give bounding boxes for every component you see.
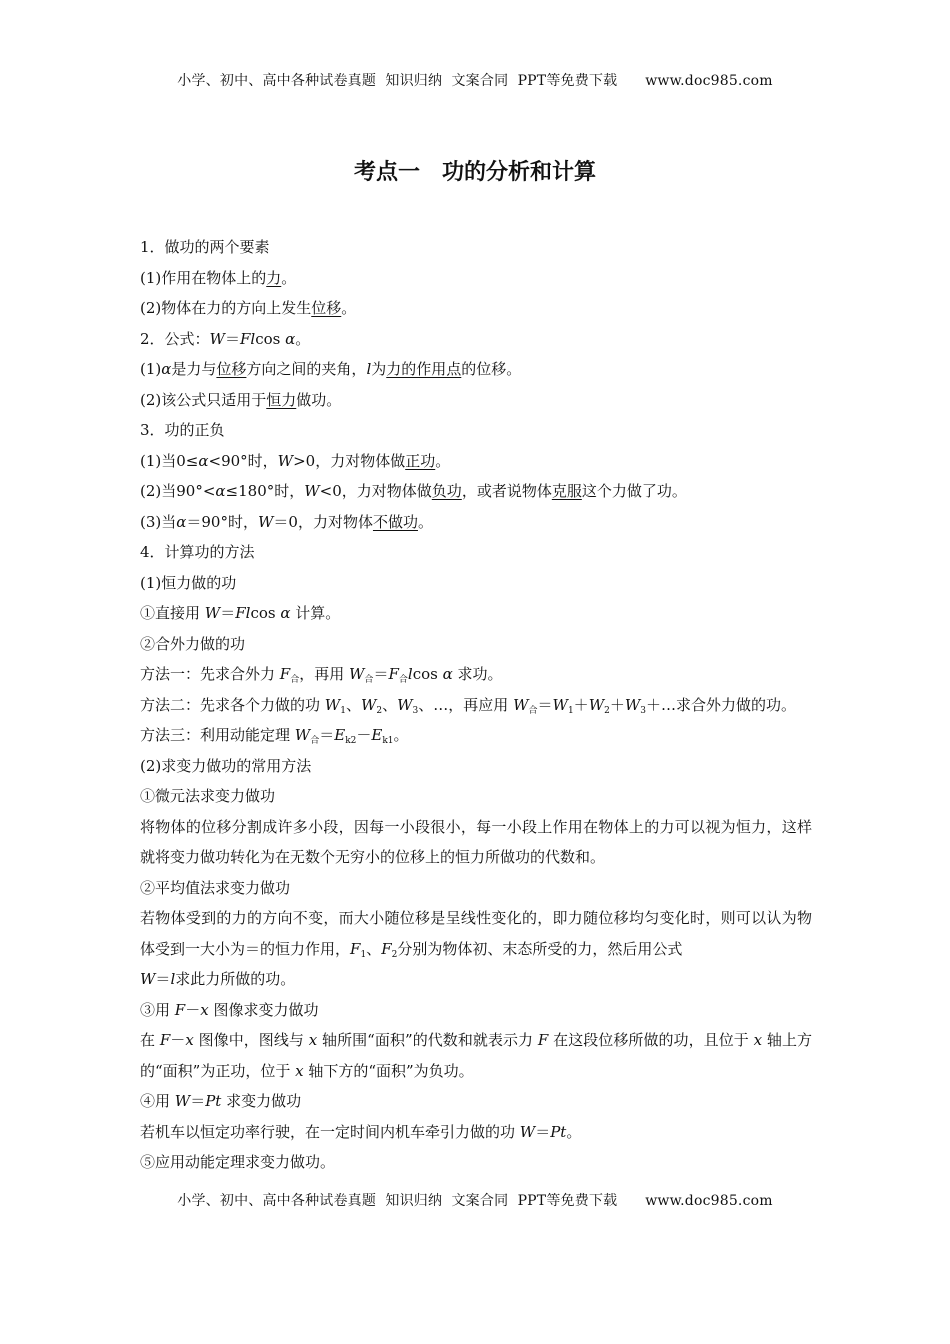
paragraph-line: (2)当90°<α≤180°时，W<0，力对物体做负功，或者说物体克服这个力做了功。 (140, 482, 687, 500)
paragraph-line: 方法一：先求合外力 $F_合$，再用 $W_合=F_合lcos$ α 求功。 (140, 665, 503, 685)
key-term: 负功 (431, 482, 462, 500)
paragraph-line: (1)当0≤α<90°时，W>0，力对物体做正功。 (140, 451, 451, 470)
section-4-heading: 4．计算功的方法 (140, 543, 255, 561)
key-term: 不做功 (372, 512, 418, 531)
subsection-heading: (1)恒力做的功 (140, 573, 237, 592)
section-2-heading: 2．公式：W＝Flcos α。 (140, 329, 311, 348)
method-title: ①微元法求变力做功 (140, 787, 276, 805)
key-term: 克服 (551, 482, 582, 500)
paragraph-line: (3)当α＝90°时，W＝0，力对物体不做功。 (140, 512, 433, 531)
key-term: 力 (266, 268, 282, 287)
method-title: ⑤应用动能定理求变力做功。 (140, 1153, 336, 1171)
paragraph-line: ②合外力做的功 (140, 634, 246, 653)
paragraph-line: ①直接用 W＝Flcos α 计算。 (140, 604, 341, 622)
paragraph-line: (2)该公式只适用于恒力做功。 (140, 390, 342, 409)
paragraph-line: (1)作用在物体上的力。 (140, 268, 297, 287)
key-term: 位移 (216, 360, 247, 378)
paragraph-text: 若机车以恒定功率行驶，在一定时间内机车牵引力做的功 W＝Pt。 (140, 1122, 582, 1141)
page-header: 小学、初中、高中各种试卷真题 知识归纳 文案合同 PPT等免费下载 www.doc985.com (177, 73, 773, 89)
section-3-heading: 3．功的正负 (140, 421, 225, 439)
page-title: 考点一 功的分析和计算 (353, 160, 596, 185)
method-title: ④用 W＝Pt 求变力做功 (140, 1092, 302, 1110)
section-1-heading: 1．做功的两个要素 (140, 238, 270, 256)
paragraph-line: (1)α是力与位移方向之间的夹角，l为力的作用点的位移。 (140, 360, 522, 378)
paragraph-line: 方法二：先求各个力做的功 $W_1$、$W_2$、$W_3$、…，再应用 $W_合=W_1+W_2+W_3+\dots$求合外力做的功。 (140, 695, 797, 716)
method-title: ②平均值法求变力做功 (140, 878, 291, 897)
paragraph-line: (2)物体在力的方向上发生位移。 (140, 299, 357, 317)
paragraph-text: 将物体的位移分割成许多小段，因每一小段很小，每一小段上作用在物体上的力可以视为恒力，这样就将变力做功转化为在无数个无穷小的位移上的恒力所做功的代数和。 (140, 817, 812, 866)
key-term: 位移 (311, 299, 342, 317)
key-term: 恒力 (266, 390, 297, 409)
key-term: 力的作用点 (386, 360, 462, 378)
key-term: 正功 (405, 451, 436, 470)
page-footer: 小学、初中、高中各种试卷真题 知识归纳 文案合同 PPT等免费下载 www.doc985.com (177, 1193, 773, 1209)
subsection-heading: (2)求变力做功的常用方法 (140, 756, 312, 775)
paragraph-text: 若物体受到的力的方向不变，而大小随位移是呈线性变化的，即力随位移均匀变化时，则可以认为物体受到一大小为＝的恒力作用，$F_1$、$F_2$分别为物体初、末态所受的力，然后用公式 W＝l求此力所做的功。 (140, 909, 812, 988)
paragraph-text: 在 F－x 图像中，图线与 x 轴所围“面积”的代数和就表示力 F 在这段位移所做的功，且位于 x 轴上方的“面积”为正功，位于 x 轴下方的“面积”为负功。 (140, 1031, 812, 1080)
method-title: ③用 F－x 图像求变力做功 (140, 1000, 319, 1019)
paragraph-line: 方法三：利用动能定理 $W_合=E_{k2}-E_{k1}$。 (140, 726, 409, 746)
document-body (140, 232, 812, 1178)
